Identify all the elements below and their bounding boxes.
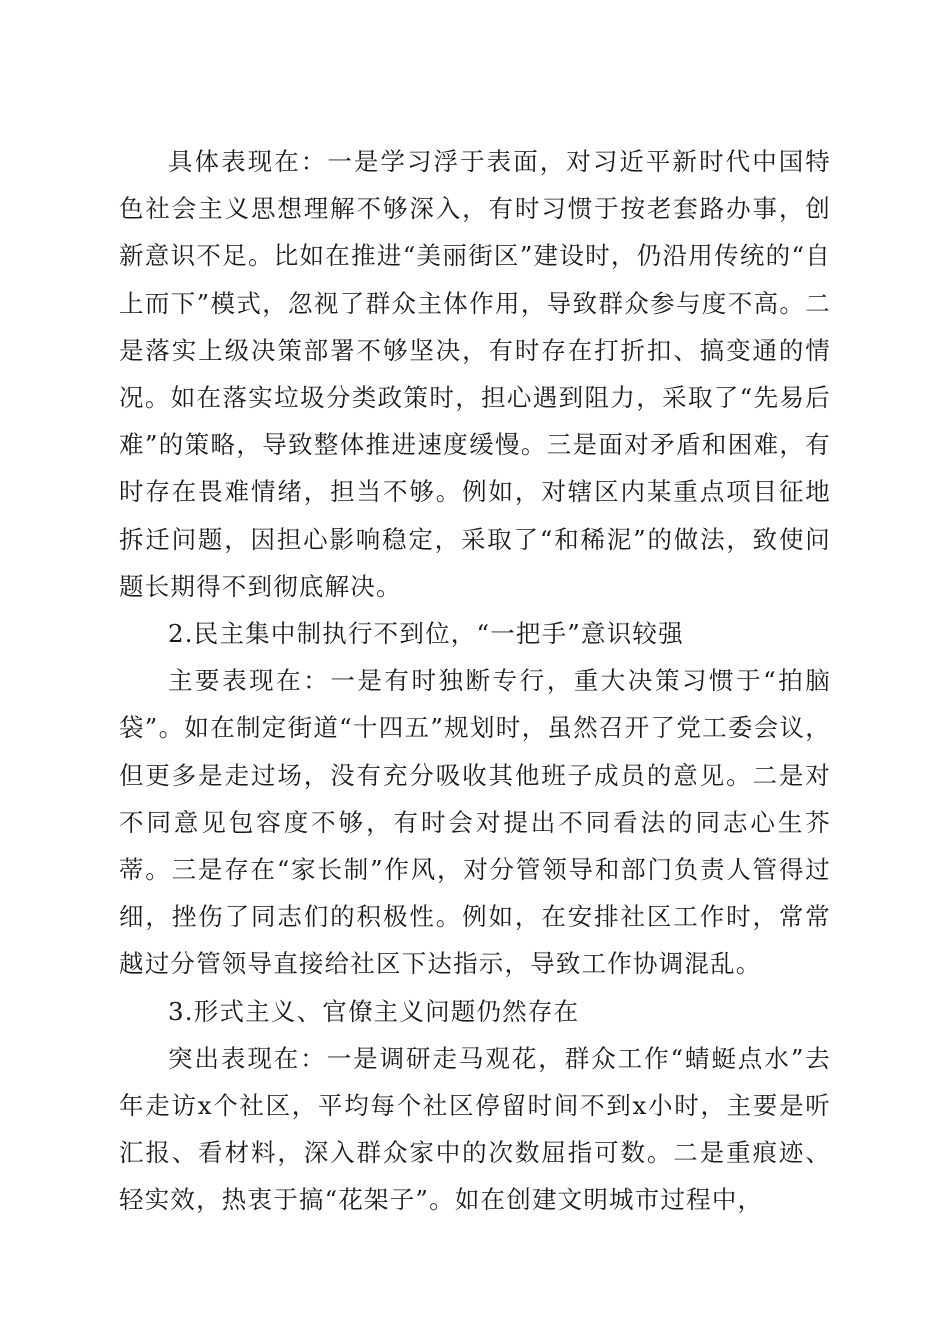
- paragraph-main-performance: 主要表现在：一是有时独断专行，重大决策习惯于“拍脑袋”。如在制定街道“十四五”规划时，虽然召开了党工委会议，但更多是走过场，没有充分吸收其他班子成员的意见。二是对不同意见包容度不够，有时会对提出不同看法的同志心生芥蒂。三是存在“家长制”作风，对分管领导和部门负责人管得过细，挫伤了同志们的积极性。例如，在安排社区工作时，常常越过分管领导直接给社区下达指示，导致工作协调混乱。: [119, 666, 831, 979]
- heading-formalism-bureaucratism: 3.形式主义、官僚主义问题仍然存在: [168, 996, 580, 1026]
- paragraph-specific-performance: 具体表现在：一是学习浮于表面，对习近平新时代中国特色社会主义思想理解不够深入，有时习惯于按老套路办事，创新意识不足。比如在推进“美丽街区”建设时，仍沿用传统的“自上而下”模式，忽视了群众主体作用，导致群众参与度不高。二是落实上级决策部署不够坚决，有时存在打折扣、搞变通的情况。如在落实垃圾分类政策时，担心遇到阻力，采取了“先易后难”的策略，导致整体推进速度缓慢。三是面对矛盾和困难，有时存在畏难情绪，担当不够。例如，对辖区内某重点项目征地拆迁问题，因担心影响稳定，采取了“和稀泥”的做法，致使问题长期得不到彻底解决。: [119, 147, 831, 601]
- paragraph-prominent-performance: 突出表现在：一是调研走马观花，群众工作“蜻蜓点水”去年走访x个社区，平均每个社区停留时间不到x小时，主要是听汇报、看材料，深入群众家中的次数屈指可数。二是重痕迹、轻实效，热衷于搞“花架子”。如在创建文明城市过程中，: [119, 1043, 831, 1215]
- document-body: [119, 138, 831, 1224]
- heading-democratic-centralism: 2.民主集中制执行不到位，“一把手”意识较强: [168, 619, 684, 649]
